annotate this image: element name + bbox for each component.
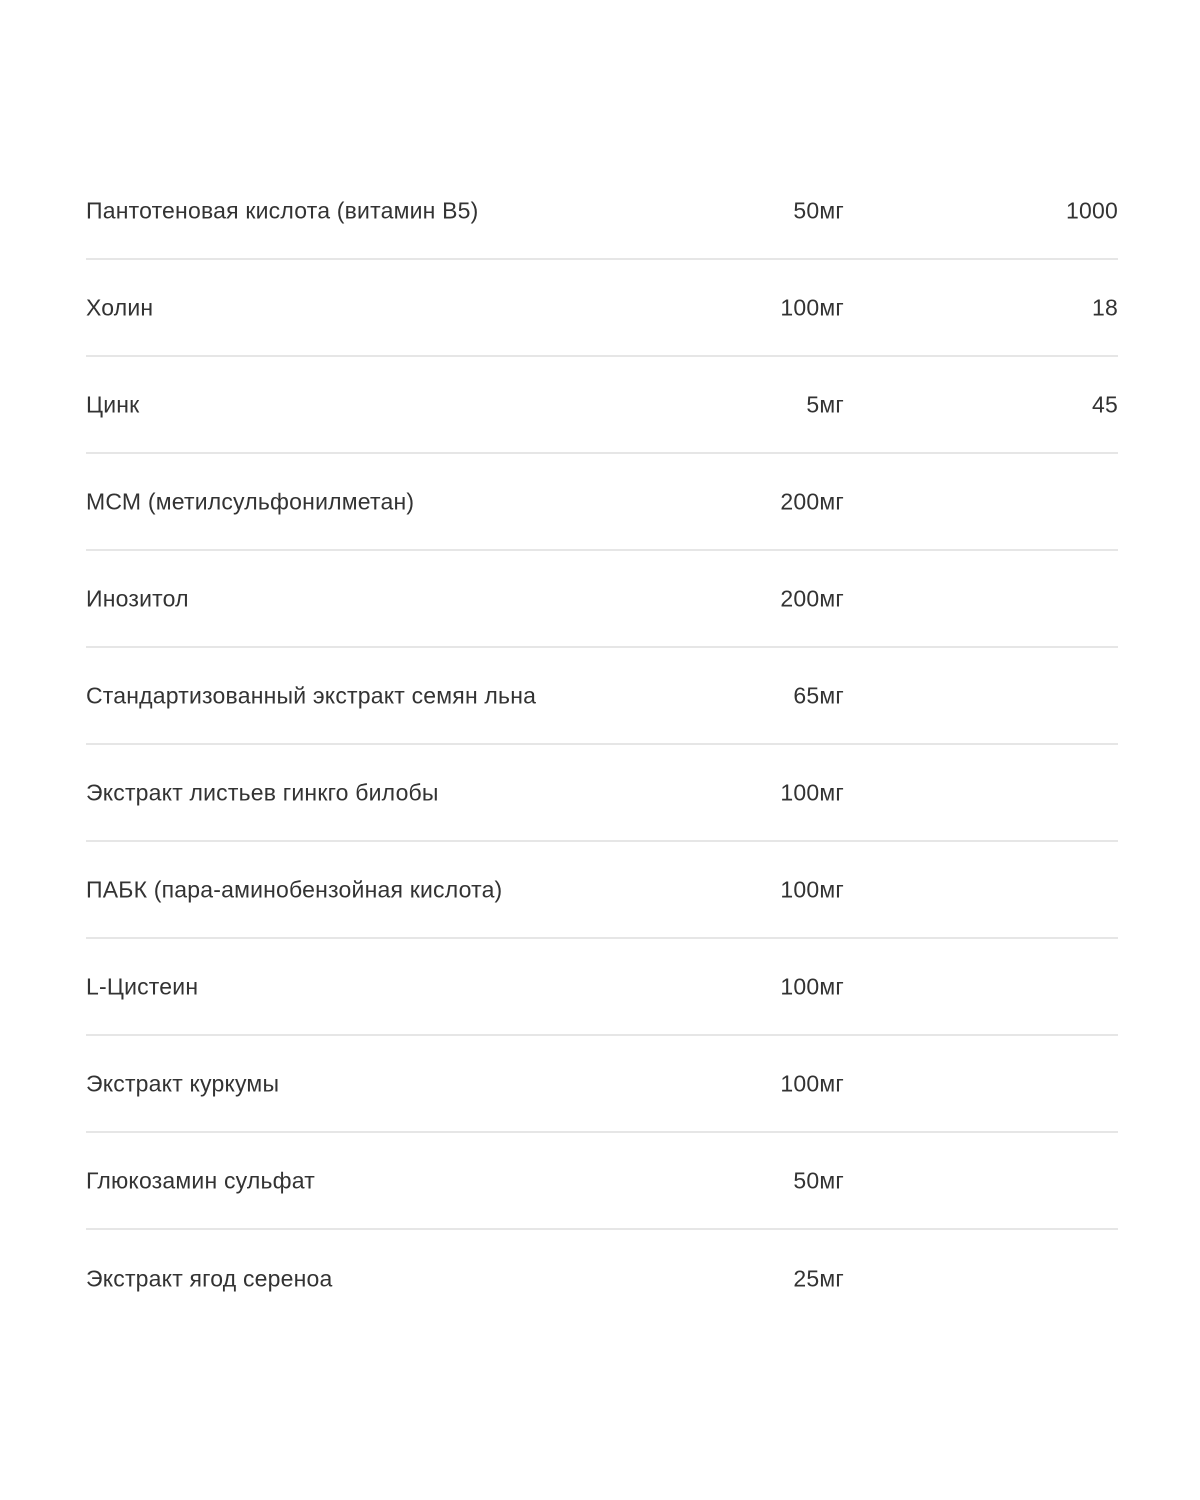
- ingredient-name: Инозитол: [86, 585, 189, 611]
- table-row: [86, 1036, 1118, 1133]
- ingredient-name: Экстракт листьев гинкго билобы: [86, 779, 439, 805]
- daily-value: 1000: [1066, 197, 1118, 223]
- ingredient-amount: 50мг: [793, 1167, 844, 1193]
- ingredient-amount: 65мг: [793, 682, 844, 708]
- table-row: [86, 648, 1118, 745]
- ingredient-amount: 200мг: [780, 488, 844, 514]
- ingredient-amount: 25мг: [793, 1265, 844, 1291]
- ingredient-amount: 50мг: [793, 197, 844, 223]
- ingredient-name: Стандартизованный экстракт семян льна: [86, 682, 537, 708]
- ingredient-amount: 100мг: [780, 876, 844, 902]
- daily-value: 18: [1092, 294, 1118, 320]
- table-row: [86, 357, 1118, 454]
- table-row: [86, 842, 1118, 939]
- table-row: [86, 1230, 1118, 1327]
- ingredient-name: МСМ (метилсульфонилметан): [86, 488, 415, 514]
- ingredient-amount: 100мг: [780, 973, 844, 999]
- table-row: [86, 745, 1118, 842]
- table-row: [86, 1133, 1118, 1230]
- ingredient-name: Холин: [86, 294, 154, 320]
- ingredient-amount: 100мг: [780, 779, 844, 805]
- ingredient-name: Пантотеновая кислота (витамин B5): [86, 197, 479, 223]
- ingredient-name: L-Цистеин: [86, 973, 199, 999]
- ingredient-name: Цинк: [86, 391, 140, 417]
- ingredient-name: Глюкозамин сульфат: [86, 1167, 316, 1193]
- ingredient-name: Экстракт ягод сереноа: [86, 1265, 333, 1291]
- ingredient-name: ПАБК (пара-аминобензойная кислота): [86, 876, 503, 902]
- table-row: [86, 163, 1118, 260]
- ingredient-amount: 5мг: [806, 391, 844, 417]
- ingredient-amount: 200мг: [780, 585, 844, 611]
- nutrition-table: [86, 163, 1118, 1327]
- ingredient-name: Экстракт куркумы: [86, 1070, 280, 1096]
- table-row: [86, 551, 1118, 648]
- table-row: [86, 939, 1118, 1036]
- table-row: [86, 260, 1118, 357]
- daily-value: 45: [1092, 391, 1118, 417]
- table-row: [86, 454, 1118, 551]
- ingredient-amount: 100мг: [780, 294, 844, 320]
- ingredient-amount: 100мг: [780, 1070, 844, 1096]
